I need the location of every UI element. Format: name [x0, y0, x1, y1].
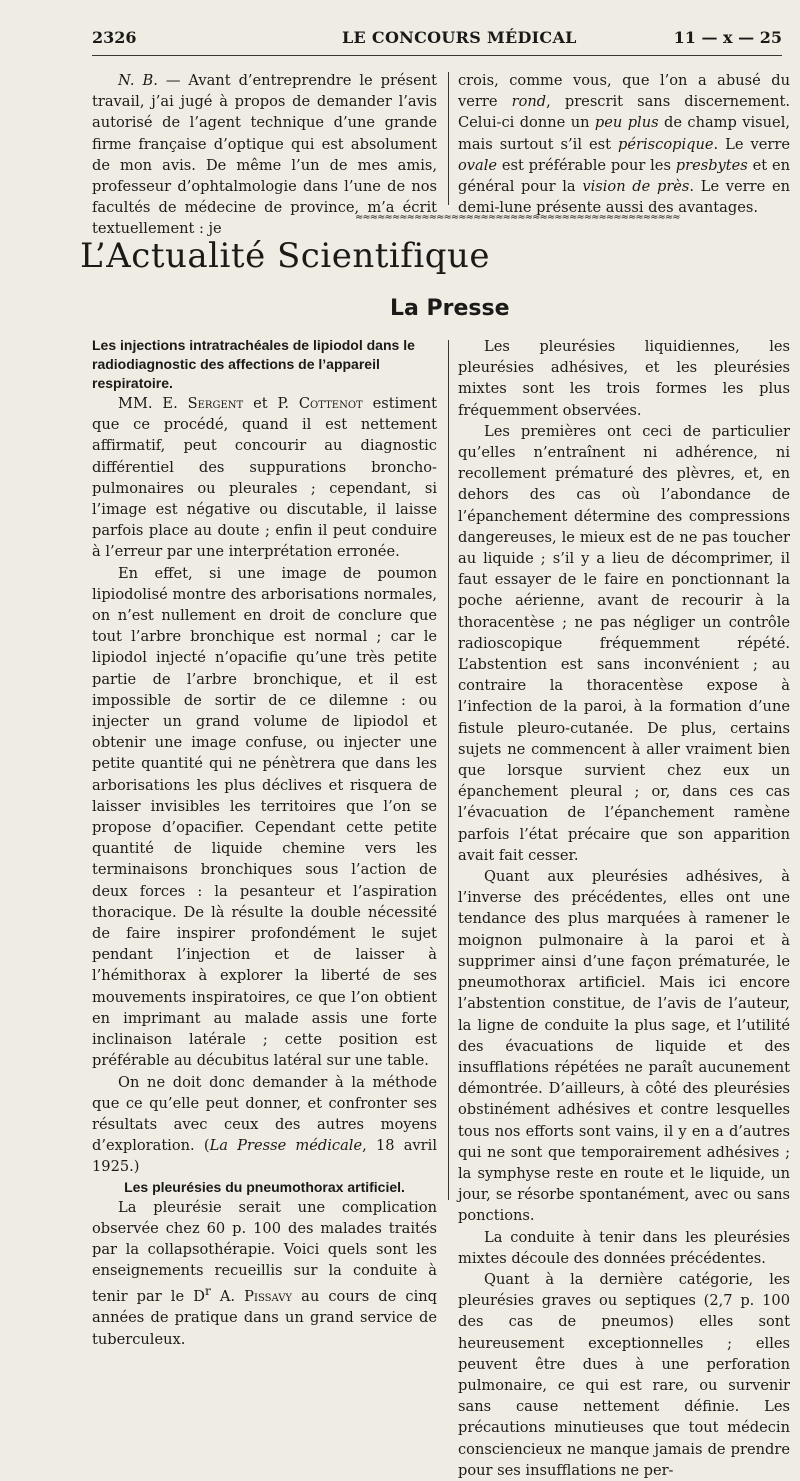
text-run: est préférable pour les [497, 156, 676, 174]
italic-run: presbytes [675, 156, 748, 174]
article2-paragraph-5: La conduite à tenir dans les pleurésies mixtes découle des données précédentes. [458, 1228, 790, 1267]
nb-label: N. B. [118, 72, 158, 89]
section-subtitle: La Presse [390, 296, 510, 321]
article1-paragraph-2: En effet, si une image de poumon lipiodolisé montre des arborisations normales, on n’est nullement en droit de conclure que tout l’arbre bronchique est normal ; car le lipiodol injecté n’opacifie qu’une très petite partie de l’arbre bronchique, et il est impossible de sortir de ce dilemne : ou injecter un grand volume de lipiodol et obtenir une image confuse, ou injecter une petite quantité qui ne pénètrera que dans les arborisations les plus déclives et risquera de laisser invisibles les territoires que l’on se propose d’opacifier. Cependant cette petite quantité de liquide chemine vers les terminaisons bronchiques sous l’action de deux forces : la pesanteur et l’aspiration thoracique. De là résulte la double nécessité de faire inspirer profondément le sujet pendant l’injection et de laisser à l’hémithorax à explorer la liberté de ses mouvements inspiratoires, ce que l’on obtient en imprimant au malade assis une forte inclinaison latérale ; cette position est préférable au décubitus latéral sur une table. [92, 564, 437, 1070]
text-run: au cours de cinq années de pratique dans un grand service de tuberculeux. [92, 1288, 437, 1348]
text-run: de champ visuel, mais surtout s’il est [458, 114, 790, 153]
text-run: . Le verre en demi-lune présente aussi des avantages. [458, 178, 790, 217]
text-run: MM. E. [118, 395, 188, 412]
nb-text: — Avant d’entreprendre le présent travail, j’ai jugé à propos de demander l’avis autorisé de l’agent technique d’une grande firme française d’optique qui est absolument de mon avis. De même l’un de mes amis, professeur d’ophtalmologie dans l’une de nos facultés de médecine de province, m’a écrit textuellement : je [92, 72, 437, 238]
text-run: et en général pour la [458, 156, 790, 196]
article2-paragraph-3: Les premières ont ceci de particulier qu’elles n’entraînent ni adhérence, ni recollement prématuré des plèvres, et, en dehors des cas où l’abondance de l’épanchement détermine des compressions dangereuses, le mieux est de ne pas toucher au liquide ; s’il y a lieu de décomprimer, il faut essayer de le faire en ponctionnant la poche aérienne, avant de recourir à la thoracentèse ; ne pas négliger un contrôle radioscopique fréquemment répété. L’abstention est sans inconvénient ; au contraire la thoracentèse expose à l’infection de la paroi, à la formation d’une fistule pleuro-cutanée. De plus, certains sujets ne commencent à aller vraiment bien que lorsque survient chez eux un épanchement pleural ; or, dans ces cas l’évacuation de l’épanchement ramène parfois l’état précaire que son apparition avait fait cesser. [458, 422, 790, 864]
decorative-rule: ≈≈≈≈≈≈≈≈≈≈≈≈≈≈≈≈≈≈≈≈≈≈≈≈≈≈≈≈≈≈≈≈≈≈≈≈≈≈≈≈≈≈≈≈ [355, 212, 680, 223]
article2-paragraph-6: Quant à la dernière catégorie, les pleurésies graves ou septiques (2,7 p. 100 des cas de pneumos) elles sont heureusement exceptionnelles ; elles peuvent être dues à une perforation pulmonaire, ce qui est rare, ou survenir sans cause nettement définie. Les précautions minutieuses que tout médecin consciencieux ne manque jamais de prendre pour ses insufflations ne per- [458, 1270, 790, 1479]
author-name: Pissavy [244, 1288, 293, 1306]
text-run: A. [210, 1288, 245, 1306]
italic-run: ovale [458, 156, 498, 174]
main-right-column [458, 336, 790, 1481]
text-run: La pleurésie serait une complication observée chez 60 p. 100 des malades traités par la collapsothérapie. Voici quels sont les enseignements recueillis sur la conduite à tenir par le D [92, 1198, 437, 1306]
main-column-divider [448, 340, 449, 1200]
text-run: et P. [243, 395, 299, 412]
top-column-divider [448, 72, 449, 205]
text-run: , 18 avril 1925.) [92, 1137, 437, 1176]
italic-run: périscopique [618, 135, 714, 153]
text-run: crois, comme vous, que l’on a abusé du verre [458, 72, 790, 111]
superscript: r [204, 1284, 211, 1299]
text-run: estiment que ce procédé, quand il est nettement affirmatif, peut concourir au diagnostic différentiel des suppurations broncho-pulmonaires ou pleurales ; cependant, si l’image est négative ou discutable, il laisse parfois place au doute ; enfin il peut conduire à l’erreur par une interprétation erronée. [92, 395, 437, 561]
page-number: 2326 [92, 28, 137, 47]
author-name: Sergent [187, 395, 244, 412]
main-left-column [92, 336, 437, 1350]
journal-title: LE CONCOURS MÉDICAL [342, 28, 577, 47]
header-rule [92, 55, 782, 56]
italic-run: peu plus [594, 114, 659, 132]
article2-paragraph-4: Quant aux pleurésies adhésives, à l’inverse des précédentes, elles ont une tendance des plus marquées à ramener le moignon pulmonaire à la paroi et à supprimer ainsi d’une façon prématurée, le pneumothorax artificiel. Mais ici encore l’abstention constitue, de l’avis de l’auteur, la ligne de conduite la plus sage, et l’utilité des évacuations de liquide et des insufflations répétées ne paraît aucunement démontrée. D’ailleurs, à côté des pleurésies obstinément adhésives et contre lesquelles tous nos efforts sont vains, il y en a d’autres qui ne sont que temporairement adhésives ; la symphyse reste en route et le liquide, un jour, se résorbe spontanément, avec ou sans ponctions. [458, 868, 790, 1225]
article1-title: Les injections intratrachéales de lipiodol dans le radiodiagnostic des affections de l’appareil respiratoire. [92, 337, 415, 391]
text-run: On ne doit donc demander à la méthode que ce qu’elle peut donner, et confronter ses résultats avec ceux des autres moyens d’exploration. ( [92, 1073, 437, 1155]
article2-title: Les pleurésies du pneumothorax artificiel. [124, 1178, 405, 1195]
letter-continuation [458, 70, 790, 218]
issue-date: 11 — x — 25 [673, 28, 782, 47]
article1-paragraph-3 [92, 1072, 437, 1178]
text-run: . Le verre [713, 135, 791, 153]
article2-paragraph-2: Les pleurésies liquidiennes, les pleurésies adhésives, et les pleurésies mixtes sont les trois formes les plus fréquemment observées. [458, 338, 790, 419]
top-right-column [458, 70, 790, 218]
article1-paragraph-1 [92, 393, 437, 563]
italic-run: vision de près [582, 178, 690, 196]
italic-run: rond [511, 93, 547, 111]
section-title: L’Actualité Scientifique [80, 236, 491, 276]
page-header [92, 28, 782, 52]
text-run: , prescrit sans discernement. Celui-ci donne un [458, 93, 790, 132]
author-name: Cottenot [298, 395, 363, 412]
article2-paragraph-1 [92, 1197, 437, 1350]
source-citation: La Presse médicale [209, 1137, 363, 1155]
